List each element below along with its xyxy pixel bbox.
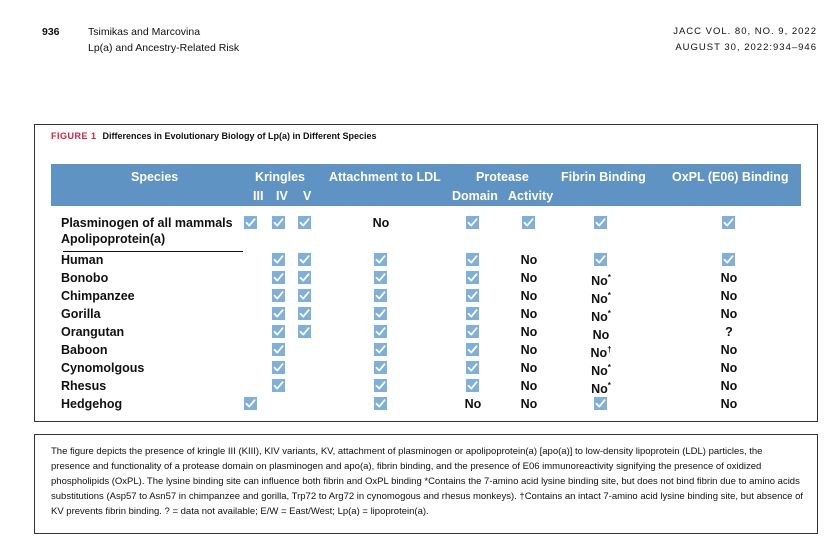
checkmark-icon <box>298 289 311 302</box>
checkmark-icon <box>298 253 311 266</box>
header-kringle-v: V <box>303 189 312 203</box>
checkmark-icon <box>466 253 479 266</box>
footnote-mark: * <box>607 309 611 318</box>
running-authors: Tsimikas and Marcovina <box>88 26 201 38</box>
activity-value <box>509 306 549 322</box>
cell-text: No <box>520 343 538 357</box>
cell-text: No <box>520 397 538 411</box>
species-name <box>61 252 103 268</box>
header-kringle-iii: III <box>253 189 264 203</box>
checkmark-icon <box>374 343 387 356</box>
header-protease-activity: Activity <box>508 189 554 203</box>
oxpl-value <box>709 270 749 286</box>
domain-value <box>453 396 493 412</box>
checkmark-icon <box>272 361 285 374</box>
checkmark-icon <box>594 397 607 410</box>
checkmark-icon <box>722 216 735 229</box>
species-label: Gorilla <box>61 307 101 321</box>
activity-value <box>509 396 549 412</box>
checkmark-icon <box>466 271 479 284</box>
checkmark-icon <box>466 216 479 229</box>
cell-text: No <box>591 310 608 325</box>
species-name <box>61 288 135 304</box>
header-attachment: Attachment to LDL <box>329 170 441 184</box>
species-label: Human <box>61 253 104 267</box>
figure-label: FIGURE 1 <box>51 131 97 141</box>
fibrin-value <box>581 360 621 379</box>
species-label: Rhesus <box>61 379 107 393</box>
checkmark-icon <box>466 379 479 392</box>
figure-panel <box>34 124 818 422</box>
checkmark-icon <box>594 216 607 229</box>
cell-text: No <box>520 325 538 339</box>
checkmark-icon <box>244 216 257 229</box>
cell-text: No <box>592 328 610 343</box>
activity-value <box>509 378 549 394</box>
cell-text: No <box>720 361 738 375</box>
oxpl-value <box>709 306 749 322</box>
activity-value <box>509 288 549 304</box>
cell-text: No <box>520 271 538 285</box>
cell-text: No <box>720 307 738 321</box>
footnote-mark: * <box>607 381 611 390</box>
species-name <box>61 324 124 340</box>
cell-text: No <box>591 292 608 307</box>
checkmark-icon <box>466 343 479 356</box>
oxpl-value <box>709 288 749 304</box>
figure-legend-text: The figure depicts the presence of kringle III (KIII), KIV variants, KV, attachment of plasminogen or apolipoprotein(a) [apo(a)] to low-density lipoprotein (LDL) particles, the presence and functionality of a protease domain on plasminogen and apo(a), fibrin binding, and the presence of E06 immunoreactivity signifying the presence of oxidized phospholipids (OxPL). The lysine binding site can influence both fibrin and OxPL binding *Contains the 7-amino acid lysine binding site, but does not bind fibrin due to amino acids substitutions (Asp57 to Asn57 in chimpanzee and gorilla, Trp72 to Arg72 in cynomogous and rhesus monkeys). †Contains an intact 7-amino acid lysine binding site, but absence of KV prevents fibrin binding. ? = data not available; E/W = East/West; Lp(a) = lipoprotein(a). <box>51 446 803 517</box>
species-name <box>61 342 108 358</box>
cell-text: No <box>720 289 738 303</box>
header-protease-domain: Domain <box>452 189 498 203</box>
oxpl-value <box>709 360 749 376</box>
checkmark-icon <box>298 325 311 338</box>
checkmark-icon <box>272 271 285 284</box>
cell-text: No <box>590 346 608 361</box>
checkmark-icon <box>272 325 285 338</box>
checkmark-icon <box>374 325 387 338</box>
header-protease: Protease <box>476 170 529 184</box>
footnote-mark: * <box>607 273 611 282</box>
checkmark-icon <box>466 307 479 320</box>
cell-text: No <box>720 271 738 285</box>
cell-text: No <box>520 379 538 393</box>
species-name <box>61 215 233 247</box>
footnote-mark: † <box>607 345 612 354</box>
fibrin-value <box>581 342 621 361</box>
issue-date-pages: AUGUST 30, 2022:934–946 <box>675 42 817 53</box>
oxpl-value <box>709 396 749 412</box>
checkmark-icon <box>374 307 387 320</box>
footnote-mark: * <box>607 291 611 300</box>
checkmark-icon <box>374 289 387 302</box>
checkmark-icon <box>374 379 387 392</box>
species-name <box>61 396 122 412</box>
cell-text: No <box>520 307 538 321</box>
cell-text: No <box>372 216 390 230</box>
checkmark-icon <box>272 379 285 392</box>
fibrin-value <box>581 324 621 343</box>
checkmark-icon <box>594 253 607 266</box>
checkmark-icon <box>466 361 479 374</box>
checkmark-icon <box>272 343 285 356</box>
header-species: Species <box>131 170 179 184</box>
activity-value <box>509 270 549 286</box>
checkmark-icon <box>298 307 311 320</box>
species-label: Hedgehog <box>61 397 123 411</box>
running-title: Lp(a) and Ancestry-Related Risk <box>88 42 240 54</box>
oxpl-value <box>709 324 749 340</box>
species-name <box>61 360 144 376</box>
header-kringle-iv: IV <box>276 189 288 203</box>
checkmark-icon <box>374 271 387 284</box>
page-number: 936 <box>42 26 60 38</box>
species-label: Plasminogen of all mammals <box>61 216 233 230</box>
checkmark-icon <box>522 216 535 229</box>
checkmark-icon <box>272 253 285 266</box>
figure-caption-title: Differences in Evolutionary Biology of Lp(a) in Different Species <box>102 131 377 141</box>
cell-text: No <box>520 253 538 267</box>
header-fibrin: Fibrin Binding <box>561 170 646 184</box>
cell-text: ? <box>725 325 733 339</box>
activity-value <box>509 342 549 358</box>
activity-value <box>509 360 549 376</box>
species-label: Orangutan <box>61 325 125 339</box>
fibrin-value <box>581 378 621 397</box>
species-label-secondary: Apolipoprotein(a) <box>61 232 166 246</box>
cell-text: No <box>591 382 608 397</box>
table-header <box>51 164 801 206</box>
checkmark-icon <box>272 289 285 302</box>
species-label: Baboon <box>61 343 108 357</box>
cell-text: No <box>720 343 738 357</box>
species-name <box>61 378 106 394</box>
checkmark-icon <box>298 271 311 284</box>
header-oxpl: OxPL (E06) Binding <box>672 170 789 184</box>
species-label: Bonobo <box>61 271 109 285</box>
header-kringles: Kringles <box>255 170 306 184</box>
figure-title <box>51 131 377 141</box>
species-label: Cynomolgous <box>61 361 145 375</box>
species-name <box>61 270 108 286</box>
attachment-value <box>361 215 401 231</box>
checkmark-icon <box>466 325 479 338</box>
checkmark-icon <box>272 216 285 229</box>
checkmark-icon <box>298 216 311 229</box>
oxpl-value <box>709 378 749 394</box>
checkmark-icon <box>722 253 735 266</box>
cell-text: No <box>520 361 538 375</box>
cell-text: No <box>520 289 538 303</box>
species-label: Chimpanzee <box>61 289 135 303</box>
checkmark-icon <box>374 253 387 266</box>
species-name <box>61 306 101 322</box>
checkmark-icon <box>374 361 387 374</box>
footnote-mark: * <box>607 363 611 372</box>
checkmark-icon <box>374 397 387 410</box>
fibrin-value <box>581 288 621 307</box>
journal-citation: JACC VOL. 80, NO. 9, 2022 <box>673 26 817 37</box>
figure-legend-panel <box>34 434 818 534</box>
checkmark-icon <box>272 307 285 320</box>
cell-text: No <box>591 274 608 289</box>
cell-text: No <box>720 397 738 411</box>
checkmark-icon <box>466 289 479 302</box>
checkmark-icon <box>244 397 257 410</box>
cell-text: No <box>591 364 608 379</box>
cell-text: No <box>720 379 738 393</box>
cell-text: No <box>464 397 482 411</box>
activity-value <box>509 324 549 340</box>
fibrin-value <box>581 306 621 325</box>
oxpl-value <box>709 342 749 358</box>
fibrin-value <box>581 270 621 289</box>
activity-value <box>509 252 549 268</box>
